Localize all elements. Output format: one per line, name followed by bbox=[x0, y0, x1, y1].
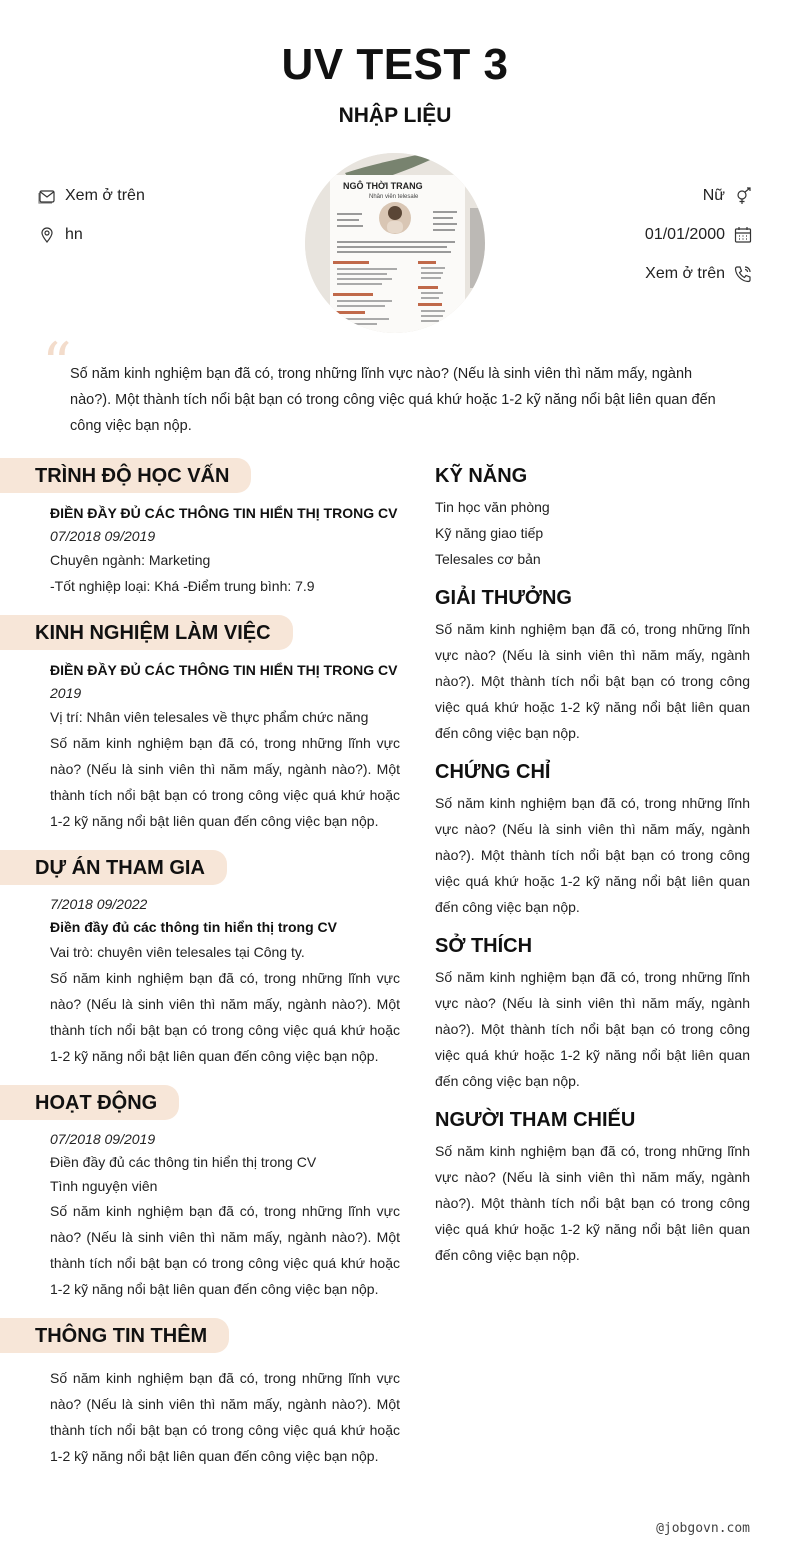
education-heading: TRÌNH ĐỘ HỌC VẤN bbox=[0, 458, 251, 493]
skill-item: Tin học văn phòng bbox=[435, 499, 550, 515]
skill-item: Kỹ năng giao tiếp bbox=[435, 525, 544, 541]
experience-position: Vị trí: Nhân viên telesales về thực phẩm chức năng bbox=[50, 709, 369, 725]
references-section bbox=[435, 1106, 750, 1268]
gender-value: Nữ bbox=[702, 187, 725, 204]
education-grade: -Tốt nghiệp loại: Khá -Điểm trung bình: 7.9 bbox=[50, 578, 315, 594]
watermark: @jobgovn.com bbox=[656, 1521, 750, 1536]
experience-section bbox=[0, 615, 400, 834]
skills-section bbox=[435, 462, 750, 572]
avatar bbox=[305, 153, 485, 333]
address-value: hn bbox=[65, 226, 83, 243]
awards-heading: GIẢI THƯỞNG bbox=[435, 587, 572, 609]
avatar-cv-preview bbox=[305, 153, 485, 333]
quote-icon: “ bbox=[42, 330, 72, 398]
projects-title: Điền đầy đủ các thông tin hiển thị trong CV bbox=[50, 919, 337, 935]
awards-description: Số năm kinh nghiệm bạn đã có, trong những lĩnh vực nào? (Nếu là sinh viên thì năm mấy, ngành nào?). Một thành tích nổi bật bạn có trong công việc quá khứ hoặc 1-2 kỹ năng nổi bật liên quan đến công việc bạn nộp. bbox=[435, 621, 750, 741]
projects-heading: DỰ ÁN THAM GIA bbox=[0, 850, 227, 885]
skill-item: Telesales cơ bản bbox=[435, 551, 541, 567]
references-description: Số năm kinh nghiệm bạn đã có, trong những lĩnh vực nào? (Nếu là sinh viên thì năm mấy, ngành nào?). Một thành tích nổi bật bạn có trong công việc quá khứ hoặc 1-2 kỹ năng nổi bật liên quan đến công việc bạn nộp. bbox=[435, 1143, 750, 1263]
references-heading: NGƯỜI THAM CHIẾU bbox=[435, 1109, 636, 1131]
projects-role: Vai trò: chuyên viên telesales tại Công ty. bbox=[50, 944, 305, 960]
left-column bbox=[0, 458, 400, 1469]
activities-role: Tình nguyện viên bbox=[50, 1178, 158, 1194]
certificates-description: Số năm kinh nghiệm bạn đã có, trong những lĩnh vực nào? (Nếu là sinh viên thì năm mấy, ngành nào?). Một thành tích nổi bật bạn có trong công việc quá khứ hoặc 1-2 kỹ năng nổi bật liên quan đến công việc bạn nộp. bbox=[435, 795, 750, 915]
experience-description: Số năm kinh nghiệm bạn đã có, trong những lĩnh vực nào? (Nếu là sinh viên thì năm mấy, ngành nào?). Một thành tích nổi bật bạn có trong công việc quá khứ hoặc 1-2 kỹ năng nổi bật liên quan đến công việc bạn nộp. bbox=[50, 735, 400, 829]
additional-info-heading: THÔNG TIN THÊM bbox=[0, 1318, 229, 1353]
hobbies-section bbox=[435, 932, 750, 1094]
certificates-section bbox=[435, 758, 750, 920]
contact-right bbox=[645, 185, 752, 302]
phone-icon bbox=[734, 265, 752, 283]
birthday-row bbox=[645, 224, 752, 246]
career-summary: Số năm kinh nghiệm bạn đã có, trong những lĩnh vực nào? (Nếu là sinh viên thì năm mấy, ngành nào?). Một thành tích nổi bật bạn có trong công việc quá khứ hoặc 1-2 kỹ năng nổi bật liên quan đến công việc bạn nộp. bbox=[70, 366, 716, 434]
email-row bbox=[38, 185, 145, 207]
birthday-value: 01/01/2000 bbox=[644, 226, 725, 243]
contact-left bbox=[38, 185, 145, 263]
mail-icon bbox=[38, 187, 56, 205]
candidate-name: UV TEST 3 bbox=[281, 40, 509, 89]
address-row bbox=[38, 224, 145, 246]
avatar-cv-name: NGÔ THỜI TRANG bbox=[343, 181, 423, 191]
right-column bbox=[435, 462, 750, 1280]
hobbies-description: Số năm kinh nghiệm bạn đã có, trong những lĩnh vực nào? (Nếu là sinh viên thì năm mấy, ngành nào?). Một thành tích nổi bật bạn có trong công việc quá khứ hoặc 1-2 kỹ năng nổi bật liên quan đến công việc bạn nộp. bbox=[435, 969, 750, 1089]
experience-title: ĐIỀN ĐẦY ĐỦ CÁC THÔNG TIN HIỂN THỊ TRONG CV bbox=[50, 662, 398, 678]
hobbies-heading: SỞ THÍCH bbox=[435, 935, 533, 957]
awards-section bbox=[435, 584, 750, 746]
projects-description: Số năm kinh nghiệm bạn đã có, trong những lĩnh vực nào? (Nếu là sinh viên thì năm mấy, ngành nào?). Một thành tích nổi bật bạn có trong công việc quá khứ hoặc 1-2 kỹ năng nổi bật liên quan đến công việc bạn nộp. bbox=[50, 970, 400, 1064]
phone-value: Xem ở trên bbox=[645, 265, 725, 282]
phone-row bbox=[645, 263, 752, 285]
skills-heading: KỸ NĂNG bbox=[435, 465, 528, 487]
gender-icon bbox=[734, 187, 752, 205]
email-value: Xem ở trên bbox=[65, 187, 145, 204]
avatar-cv-role: Nhân viên telesale bbox=[369, 194, 419, 200]
additional-info-description: Số năm kinh nghiệm bạn đã có, trong những lĩnh vực nào? (Nếu là sinh viên thì năm mấy, ngành nào?). Một thành tích nổi bật bạn có trong công việc quá khứ hoặc 1-2 kỹ năng nổi bật liên quan đến công việc bạn nộp. bbox=[50, 1370, 400, 1464]
certificates-heading: CHỨNG CHỈ bbox=[435, 761, 551, 783]
activities-description: Số năm kinh nghiệm bạn đã có, trong những lĩnh vực nào? (Nếu là sinh viên thì năm mấy, ngành nào?). Một thành tích nổi bật bạn có trong công việc quá khứ hoặc 1-2 kỹ năng nổi bật liên quan đến công việc bạn nộp. bbox=[50, 1203, 400, 1297]
projects-section bbox=[0, 850, 400, 1069]
experience-heading: KINH NGHIỆM LÀM VIỆC bbox=[0, 615, 293, 650]
additional-info-section bbox=[0, 1318, 400, 1469]
job-title: NHẬP LIỆU bbox=[338, 104, 452, 127]
activities-title: Điền đầy đủ các thông tin hiển thị trong CV bbox=[50, 1154, 317, 1170]
activities-section bbox=[0, 1085, 400, 1302]
projects-date: 7/2018 09/2022 bbox=[50, 896, 148, 912]
education-major: Chuyên ngành: Marketing bbox=[50, 552, 211, 568]
education-section bbox=[0, 458, 400, 599]
location-icon bbox=[38, 226, 56, 244]
education-date: 07/2018 09/2019 bbox=[50, 528, 156, 544]
education-title: ĐIỀN ĐẦY ĐỦ CÁC THÔNG TIN HIỂN THỊ TRONG CV bbox=[50, 505, 398, 521]
activities-date: 07/2018 09/2019 bbox=[50, 1131, 156, 1147]
gender-row bbox=[645, 185, 752, 207]
experience-date: 2019 bbox=[50, 685, 82, 701]
activities-heading: HOẠT ĐỘNG bbox=[0, 1085, 179, 1120]
calendar-icon bbox=[734, 226, 752, 244]
